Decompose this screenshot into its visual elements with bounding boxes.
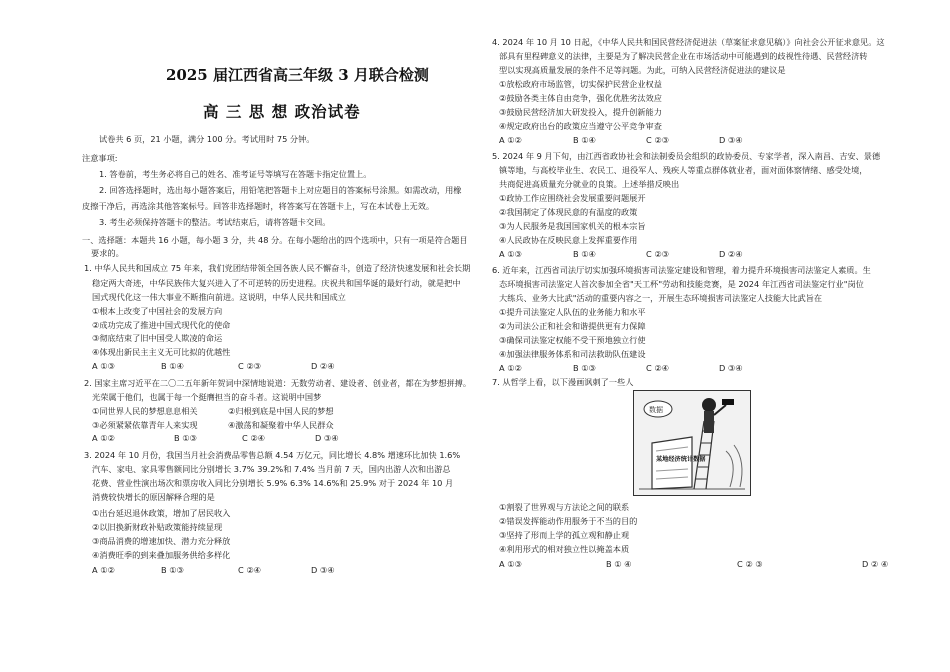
answer-option[interactable]: B ① ④: [606, 559, 632, 569]
question-stem: 6. 近年来，江西省司法厅切实加强环境损害司法鉴定建设和管理，着力提升环境损害司法鉴定人素质。生: [492, 265, 871, 275]
cartoon-illustration: [634, 391, 750, 495]
answer-option[interactable]: B ①③: [174, 433, 197, 443]
statement-item: ①提升司法鉴定人队伍的业务能力和水平: [499, 307, 646, 317]
statement-item: ③坚持了形而上学的孤立观和静止观: [499, 530, 630, 540]
answer-option[interactable]: A ①③: [499, 559, 522, 569]
statement-item: ②我国制定了体现民意的有温度的政策: [499, 207, 638, 217]
statement-item: ②归根到底是中国人民的梦想: [228, 406, 334, 416]
section-heading: 一、选择题：本题共 16 小题，每小题 3 分，共 48 分。在每小题给出的四个选项中，只有一项是符合题目: [82, 235, 468, 245]
question-stem: 态环境损害司法鉴定人首次参加全省"天工杯"劳动和技能竞赛，是 2024 年江西省司法鉴定行业"岗位: [499, 279, 864, 289]
section-heading-cont: 要求的。: [91, 248, 124, 258]
question-stem: 汽车、家电、家具零售额同比分别增长 3.7% 39.2%和 7.4% 当月前 7 天，国内出游人次和出游总: [92, 464, 451, 474]
statement-item: ④体现出新民主主义无可比拟的优越性: [92, 347, 231, 357]
exam-title: 2025 届江西省高三年级 3 月联合检测: [166, 66, 429, 84]
answer-option[interactable]: C ②③: [238, 361, 261, 371]
statement-item: ③必须紧紧依靠青年人来实现: [92, 420, 198, 430]
scroll-text: 数据: [649, 406, 663, 414]
question-stem: 消费较快增长的原因解释合理的是: [92, 492, 215, 502]
answer-option[interactable]: D ③④: [719, 363, 743, 373]
question-stem: 大练兵、业务大比武"活动的重要内容之一，开展生态环境损害司法鉴定人技能大比武旨在: [499, 293, 823, 303]
question-stem: 光荣属于他们，也属于每一个挺膺担当的奋斗者。这说明中国梦: [92, 392, 322, 402]
statement-item: ③商品消费的增速加快、潜力充分释放: [92, 536, 231, 546]
answer-option[interactable]: C ②③: [646, 249, 669, 259]
statement-item: ③鼓励民营经济加大研发投入，提升创新能力: [499, 107, 662, 117]
answer-option[interactable]: D ② ④: [862, 559, 889, 569]
notice-item: 1. 答卷前，考生务必将自己的姓名、准考证号等填写在答题卡指定位置上。: [99, 169, 372, 179]
answer-option[interactable]: D ②④: [311, 361, 335, 371]
question-stem: 7. 从哲学上看，以下漫画讽刺了一些人: [492, 377, 634, 387]
answer-option[interactable]: D ③④: [311, 565, 335, 575]
exam-info: 试卷共 6 页，21 小题，满分 100 分。考试用时 75 分钟。: [99, 134, 315, 144]
question-stem: 花费、营业性演出场次和票房收入同比分别增长 5.9% 6.3% 14.6%和 25.9% 对于 2024 年 10 月: [92, 478, 454, 488]
question-stem: 5. 2024 年 9 月下旬，由江西省政协社会和法制委员会组织的政协委员、专家学者，深入南昌、吉安、景德: [492, 151, 881, 161]
statement-item: ①政协工作应围绕社会发展重要问题展开: [499, 193, 646, 203]
statement-item: ②成功完成了推进中国式现代化的使命: [92, 320, 231, 330]
notice-item: 3. 考生必须保持答题卡的整洁。考试结束后，请将答题卡交回。: [99, 217, 331, 227]
question-stem: 4. 2024 年 10 月 10 日起，《中华人民共和国民营经济促进法（草案征求意见稿）》向社会公开征求意见。这: [492, 37, 885, 47]
question-stem: 3. 2024 年 10 月份，我国当月社会消费品零售总额 4.54 万亿元，同比增长 4.8% 增速环比加快 1.6%: [84, 450, 461, 460]
answer-option[interactable]: B ①④: [573, 249, 596, 259]
answer-option[interactable]: A ①③: [92, 361, 115, 371]
statement-item: ④利用形式的相对独立性以掩盖本质: [499, 544, 630, 554]
paper-subtitle: 高 三 思 想 政治试卷: [203, 102, 361, 121]
answer-option[interactable]: A ①②: [92, 565, 115, 575]
statement-item: ④激荡和凝聚着中华人民群众: [228, 420, 334, 430]
answer-option[interactable]: B ①④: [573, 135, 596, 145]
question-stem: 2. 国家主席习近平在二〇二五年新年贺词中深情地说道：无数劳动者、建设者、创业者，都在为梦想拼搏。: [84, 378, 472, 388]
question-stem: 镇等地，与高校毕业生、农民工、退役军人、残疾人等重点群体就业者，面对面体察情绪、感受处境，: [499, 165, 868, 175]
statement-item: ③彻底结束了旧中国受人欺凌的命运: [92, 333, 223, 343]
answer-option[interactable]: C ②④: [242, 433, 265, 443]
answer-option[interactable]: A ①②: [499, 363, 522, 373]
question-stem: 1. 中华人民共和国成立 75 年来，我们党团结带领全国各族人民不懈奋斗，创造了经济快速发展和社会长期: [84, 263, 471, 273]
answer-option[interactable]: D ③④: [719, 135, 743, 145]
answer-option[interactable]: C ②④: [238, 565, 261, 575]
answer-option[interactable]: A ①②: [92, 433, 115, 443]
statement-item: ④规定政府出台的政策应当遵守公平竞争审查: [499, 121, 662, 131]
question-stem: 国式现代化这一伟大事业不断推向前进。这说明，中华人民共和国成立: [92, 292, 346, 302]
statement-item: ①根本上改变了中国社会的发展方向: [92, 306, 223, 316]
notice-item: 2. 回答选择题时，选出每小题答案后，用铅笔把答题卡上对应题目的答案标号涂黑。如需改动，用橡: [99, 185, 462, 195]
satirical-cartoon: [633, 390, 751, 496]
question-stem: 共商促进高质量充分就业的良策。上述举措反映出: [499, 179, 680, 189]
answer-option[interactable]: D ②④: [719, 249, 743, 259]
statement-item: ③为人民服务是我国国家机关的根本宗旨: [499, 221, 646, 231]
answer-option[interactable]: B ①③: [161, 565, 184, 575]
answer-option[interactable]: A ①③: [499, 249, 522, 259]
answer-option[interactable]: B ①④: [161, 361, 184, 371]
statement-item: ②鼓励各类主体自由竞争，强化优胜劣汰效应: [499, 93, 662, 103]
statement-item: ②以旧换新财政补贴政策能持续显现: [92, 522, 223, 532]
question-stem: 部具有里程碑意义的法律，主要是为了解决民营企业在市场活动中可能遇到的歧视性待遇、民营经济转: [499, 51, 868, 61]
statement-item: ④消费旺季的到来叠加服务供给多样化: [92, 550, 231, 560]
answer-option[interactable]: C ② ③: [737, 559, 763, 569]
answer-option[interactable]: B ①③: [573, 363, 596, 373]
statement-item: ①放松政府市场监管，切实保护民营企业权益: [499, 79, 662, 89]
notice-item: 皮擦干净后，再选涂其他答案标号。回答非选择题时，将答案写在答题卡上，写在本试卷上无效。: [82, 201, 435, 211]
answer-option[interactable]: C ②④: [646, 363, 669, 373]
statement-item: ①出台延迟退休政策，增加了居民收入: [92, 508, 231, 518]
statement-item: ②错误发挥能动作用服务于不当的目的: [499, 516, 638, 526]
book-text: 某地经济统计数据: [656, 456, 706, 463]
statement-item: ④人民政协在反映民意上发挥重要作用: [499, 235, 638, 245]
statement-item: ②为司法公正和社会和谐提供更有力保障: [499, 321, 646, 331]
answer-option[interactable]: A ①②: [499, 135, 522, 145]
statement-item: ①割裂了世界观与方法论之间的联系: [499, 502, 630, 512]
statement-item: ③确保司法鉴定权能不受干预地独立行使: [499, 335, 646, 345]
answer-option[interactable]: D ③④: [315, 433, 339, 443]
statement-item: ④加强法律服务体系和司法救助队伍建设: [499, 349, 646, 359]
question-stem: 型以实现高质量发展的条件不足等问题。为此，可纳入民营经济促进法的建议是: [499, 65, 786, 75]
notice-title: 注意事项:: [82, 153, 118, 163]
question-stem: 稳定两大奇迹，中华民族伟大复兴进入了不可逆转的历史进程。庆祝共和国华诞的最好行动，就是把中: [92, 278, 461, 288]
answer-option[interactable]: C ②③: [646, 135, 669, 145]
statement-item: ①同世界人民的梦想息息相关: [92, 406, 198, 416]
